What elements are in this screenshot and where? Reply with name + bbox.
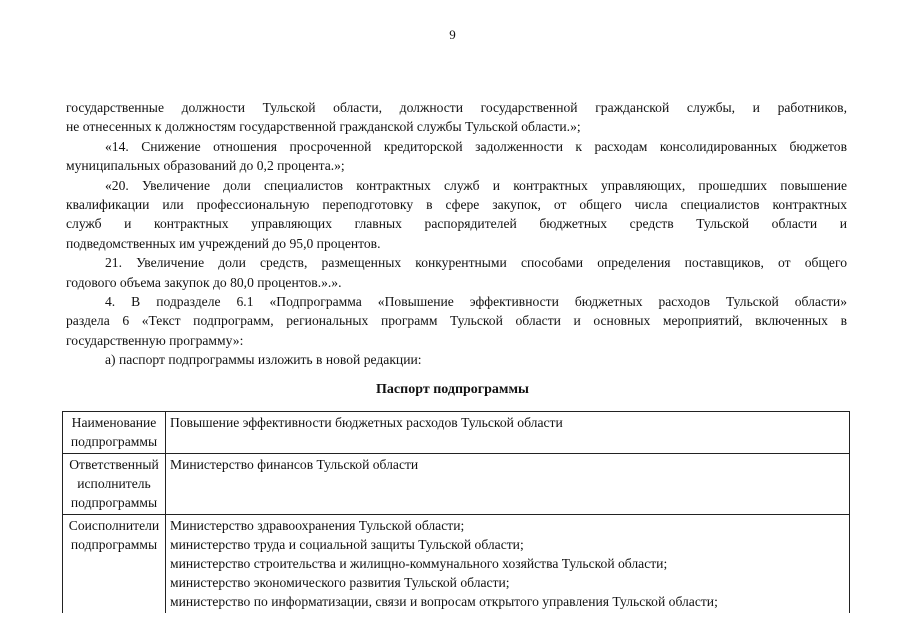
paragraph: подведомственных им учреждений до 95,0 процентов. — [66, 235, 381, 251]
paragraph: не отнесенных к должностям государственной гражданской службы Тульской области.»; — [66, 119, 581, 135]
paragraph: государственную программу»: — [66, 332, 244, 348]
row-label: Ответственный исполнитель подпрограммы — [63, 454, 166, 515]
paragraph: «20. Увеличение доли специалистов контрактных служб и контрактных управляющих, прошедших повышение — [105, 177, 847, 193]
row-label: Наименование подпрограммы — [63, 412, 166, 454]
paragraph: квалификации или профессиональную переподготовку в сфере закупок, от общего числа специалистов контрактных — [66, 197, 847, 213]
paragraph: 4. В подразделе 6.1 «Подпрограмма «Повышение эффективности бюджетных расходов Тульской области» — [105, 294, 847, 310]
paragraph: «14. Снижение отношения просроченной кредиторской задолженности к расходам консолидированных бюджетов — [105, 138, 847, 154]
document-body — [66, 98, 847, 370]
paragraph: а) паспорт подпрограммы изложить в новой редакции: — [105, 352, 422, 368]
paragraph: служб и контрактных управляющих главных распорядителей бюджетных средств Тульской области и — [66, 216, 847, 232]
row-value: Министерство здравоохранения Тульской области; министерство труда и социальной защиты Тульской области; министерство строительства и жилищно-коммунального хозяйства Тульской области; министерство экономического развития Тульской области; министерство по информатизации, связи и вопросам открытого управления Тульской области; — [166, 515, 850, 614]
row-value: Повышение эффективности бюджетных расходов Тульской области — [166, 412, 850, 454]
row-label: Соисполнители подпрограммы — [63, 515, 166, 614]
paragraph: муниципальных образований до 0,2 процента.»; — [66, 158, 345, 174]
passport-table — [62, 411, 850, 613]
row-value: Министерство финансов Тульской области — [166, 454, 850, 515]
table-row — [63, 454, 850, 515]
paragraph: 21. Увеличение доли средств, размещенных конкурентными способами определения поставщиков, от общего — [105, 255, 847, 271]
passport-title: Паспорт подпрограммы — [376, 382, 529, 397]
paragraph: раздела 6 «Текст подпрограмм, региональных программ Тульской области и основных мероприятий, включенных в — [66, 313, 847, 329]
paragraph: годового объема закупок до 80,0 процентов.».». — [66, 274, 342, 290]
paragraph: государственные должности Тульской области, должности государственной гражданской службы, и работников, — [66, 100, 847, 115]
table-row — [63, 515, 850, 614]
table-row — [63, 412, 850, 454]
page-number: 9 — [449, 27, 456, 42]
